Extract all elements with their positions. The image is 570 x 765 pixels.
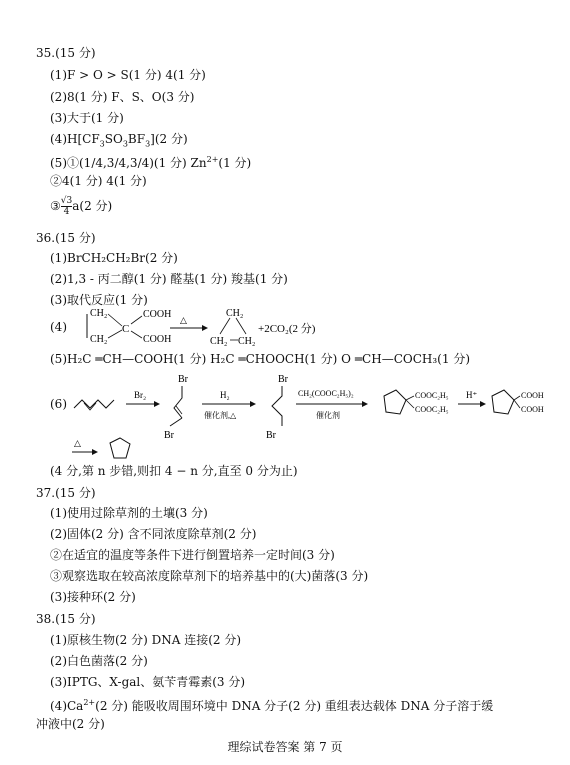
q36-line-6-label: (6) — [50, 397, 67, 411]
acid-bottom: COOH — [521, 405, 544, 414]
q38-line-4: $(4)Ca^{2+}(2$ 分) 能吸收周围环境中 DNA 分子(2 分) 重组表达载体 DNA 分子溶于缓 — [50, 698, 494, 713]
q38-heading: 38.(15 分) — [36, 612, 96, 626]
q36-synthesis-route — [70, 370, 550, 462]
acid-top: COOH — [521, 391, 544, 400]
cooh-bottom: COOH — [143, 334, 172, 345]
product-ch2-left: CH₂ — [210, 336, 228, 347]
cyclopentane-product — [110, 438, 130, 458]
quaternary-carbon: C — [122, 323, 130, 335]
q37-heading: 37.(15 分) — [36, 486, 96, 500]
ester-top: COOC₂H₅ — [415, 391, 449, 400]
cyclopentane-ring — [384, 390, 406, 414]
q36-line-2: (2)1,3 - 丙二醇(1 分) 醛基(1 分) 羧基(1 分) — [50, 272, 288, 286]
q35-line-2: (2)8(1 分) F、S、O(3 分) — [50, 90, 195, 104]
reagent-malonate: CH₂(COOC₂H₅)₂ — [298, 389, 354, 398]
q35-line-4: $(4)H[CF_3SO_3BF_3](2$ 分) — [50, 132, 188, 149]
reagent-br2: Br₂ — [134, 390, 147, 400]
product-ch2-right: CH₂ — [238, 336, 256, 347]
q38-line-3: (3)IPTG、X-gal、氨苄青霉素(3 分) — [50, 675, 246, 689]
q38-line-2: (2)白色菌落(2 分) — [50, 654, 148, 668]
bromine-top: Br — [178, 374, 188, 385]
q37-line-1: (1)使用过除草剂的土壤(3 分) — [50, 506, 208, 520]
ester-bottom: COOC₂H₅ — [415, 405, 449, 414]
product-ch2-top: CH₂ — [226, 308, 244, 319]
q35-line-3: (3)大于(1 分) — [50, 111, 124, 125]
q35-heading: 35.(15 分) — [36, 46, 96, 60]
heat-symbol: △ — [180, 315, 187, 325]
q37-line-3: ②在适宜的温度等条件下进行倒置培养一定时间(3 分) — [50, 548, 335, 562]
q38-line-5: 冲液中(2 分) — [36, 717, 105, 731]
heat-symbol-2: △ — [74, 438, 81, 448]
bromine-top-2: Br — [278, 374, 288, 385]
butadiene-structure — [74, 400, 114, 408]
q35-line-7: ③ $\frac{√3}{4}$ a(2 分) — [50, 196, 113, 217]
catalyst-2: 催化剂 — [316, 411, 340, 420]
bromine-bottom-2: Br — [266, 430, 276, 441]
catalyst-heat-1: 催化剂,△ — [204, 411, 237, 420]
bromine-bottom: Br — [164, 430, 174, 441]
q36-line-3: (3)取代反应(1 分) — [50, 293, 148, 307]
q36-line-5: (5)H₂C ═CH—COOH(1 分) H₂C ═CHOOCH(1 分) O ═CH—COCH₃(1 分) — [50, 352, 470, 366]
reagent-h2: H₂ — [220, 390, 230, 400]
q36-line-4-label: (4) — [50, 320, 67, 334]
q35-line-5: (5)①(1/4,3/4,3/4)(1 分) $Zn^{2+}(1$ 分) — [50, 155, 252, 170]
cyclopentane-ring-2 — [492, 390, 514, 414]
q37-line-5: (3)接种环(2 分) — [50, 590, 136, 604]
q36-reaction-4 — [70, 304, 370, 350]
fraction-numerator: √3 — [60, 196, 73, 206]
fraction-denominator: 4 — [63, 207, 70, 217]
reactant-ch2-top: CH₂ — [90, 308, 108, 319]
q35-line-6: ②4(1 分) 4(1 分) — [50, 174, 147, 188]
reagent-h-plus: H⁺ — [466, 390, 478, 400]
q36-line-7: (4 分,第 n 步错,则扣 4 − n 分,直至 0 分为止) — [50, 464, 298, 478]
q36-heading: 36.(15 分) — [36, 231, 96, 245]
q37-line-2: (2)固体(2 分) 含不同浓度除草剂(2 分) — [50, 527, 257, 541]
q35-line-1: (1)F > O > S(1 分) 4(1 分) — [50, 68, 206, 82]
cooh-top: COOH — [143, 309, 172, 320]
product-co2-score: +2CO₂(2 分) — [258, 323, 316, 335]
q36-line-1: (1)BrCH₂CH₂Br(2 分) — [50, 251, 178, 265]
q37-line-4: ③观察选取在较高浓度除草剂下的培养基中的(大)菌落(3 分) — [50, 569, 369, 583]
q38-line-1: (1)原核生物(2 分) DNA 连接(2 分) — [50, 633, 242, 647]
page-footer: 理综试卷答案 第 7 页 — [227, 740, 343, 754]
reactant-ch2-bottom: CH₂ — [90, 334, 108, 345]
